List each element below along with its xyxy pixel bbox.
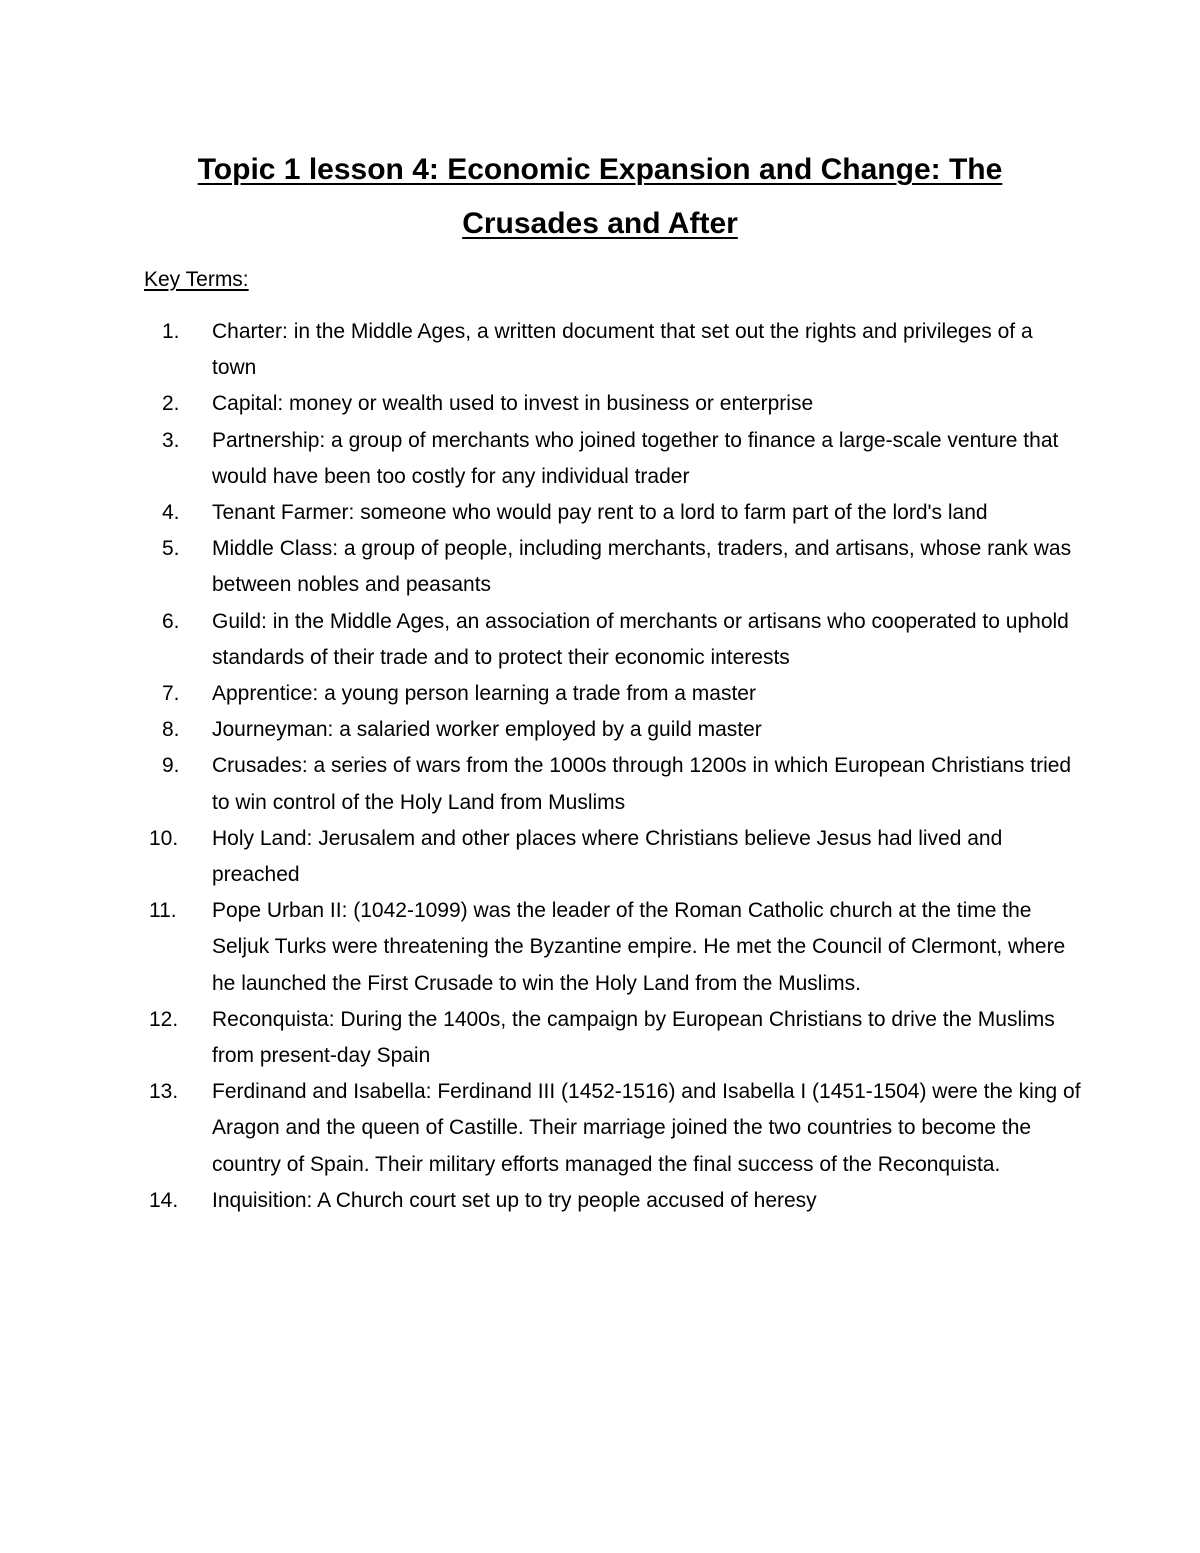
list-item-number: 13. [149,1080,179,1104]
list-item [149,1183,1082,1219]
list-item-number: 2. [162,392,180,416]
list-item-text: Middle Class: a group of people, including merchants, traders, and artisans, whose rank was between nobles and peasants [212,537,1072,597]
list-item-number: 14. [149,1188,179,1212]
list-item-text: Journeyman: a salaried worker employed by a guild master [212,718,762,742]
list-item-text: Apprentice: a young person learning a trade from a master [212,682,756,706]
list-item-number: 5. [162,537,180,561]
key-terms-list [149,314,1082,1219]
list-item [149,821,1082,893]
list-item-number: 6. [162,609,180,633]
title-line-1: Topic 1 lesson 4: Economic Expansion and Change: The [197,153,1003,186]
list-item-text: Charter: in the Middle Ages, a written document that set out the rights and privileges of a town [212,320,1033,380]
list-item-number: 11. [149,899,177,923]
list-item [162,386,1082,422]
list-item-number: 9. [162,754,180,778]
list-item [149,1002,1082,1074]
list-item-text: Inquisition: A Church court set up to try people accused of heresy [212,1188,817,1212]
list-item-text: Capital: money or wealth used to invest in business or enterprise [212,392,814,416]
key-terms-heading: Key Terms: [144,268,249,291]
page-title [100,143,1100,251]
list-item [149,1074,1082,1183]
list-item [162,604,1082,676]
list-item [162,712,1082,748]
list-item [162,423,1082,495]
list-item-number: 10. [149,826,179,850]
list-item-number: 4. [162,501,180,525]
list-item-text: Crusades: a series of wars from the 1000s through 1200s in which European Christians tried to win control of the Holy Land from Muslims [212,754,1072,814]
list-item-text: Pope Urban II: (1042-1099) was the leader of the Roman Catholic church at the time the Seljuk Turks were threatening the Byzantine empire. He met the Council of Clermont, where he launched the First Crusade to win the Holy Land from the Muslims. [212,899,1066,995]
list-item-text: Guild: in the Middle Ages, an association of merchants or artisans who cooperated to uphold standards of their trade and to protect their economic interests [212,609,1069,669]
list-item-text: Ferdinand and Isabella: Ferdinand III (1452-1516) and Isabella I (1451-1504) were the king of Aragon and the queen of Castille. Their marriage joined the two countries to become the country of Spain. Their military efforts managed the final success of the Reconquista. [212,1080,1081,1176]
list-item-text: Reconquista: During the 1400s, the campaign by European Christians to drive the Muslims from present-day Spain [212,1007,1055,1068]
list-item [162,314,1082,386]
list-item-number: 12. [149,1007,179,1031]
list-item-number: 1. [162,320,180,343]
list-item-text: Holy Land: Jerusalem and other places where Christians believe Jesus had lived and preached [212,826,1003,887]
list-item [149,893,1082,1002]
list-item-text: Partnership: a group of merchants who joined together to finance a large-scale venture that would have been too costly for any individual trader [212,428,1059,488]
list-item-number: 3. [162,428,180,452]
list-item [162,748,1082,820]
title-line-2: Crusades and After [462,207,738,240]
list-item-number: 7. [162,682,180,706]
list-item [162,676,1082,712]
list-item [162,531,1082,603]
list-item-text: Tenant Farmer: someone who would pay rent to a lord to farm part of the lord's land [212,501,988,525]
list-item [162,495,1082,531]
list-item-number: 8. [162,718,180,742]
